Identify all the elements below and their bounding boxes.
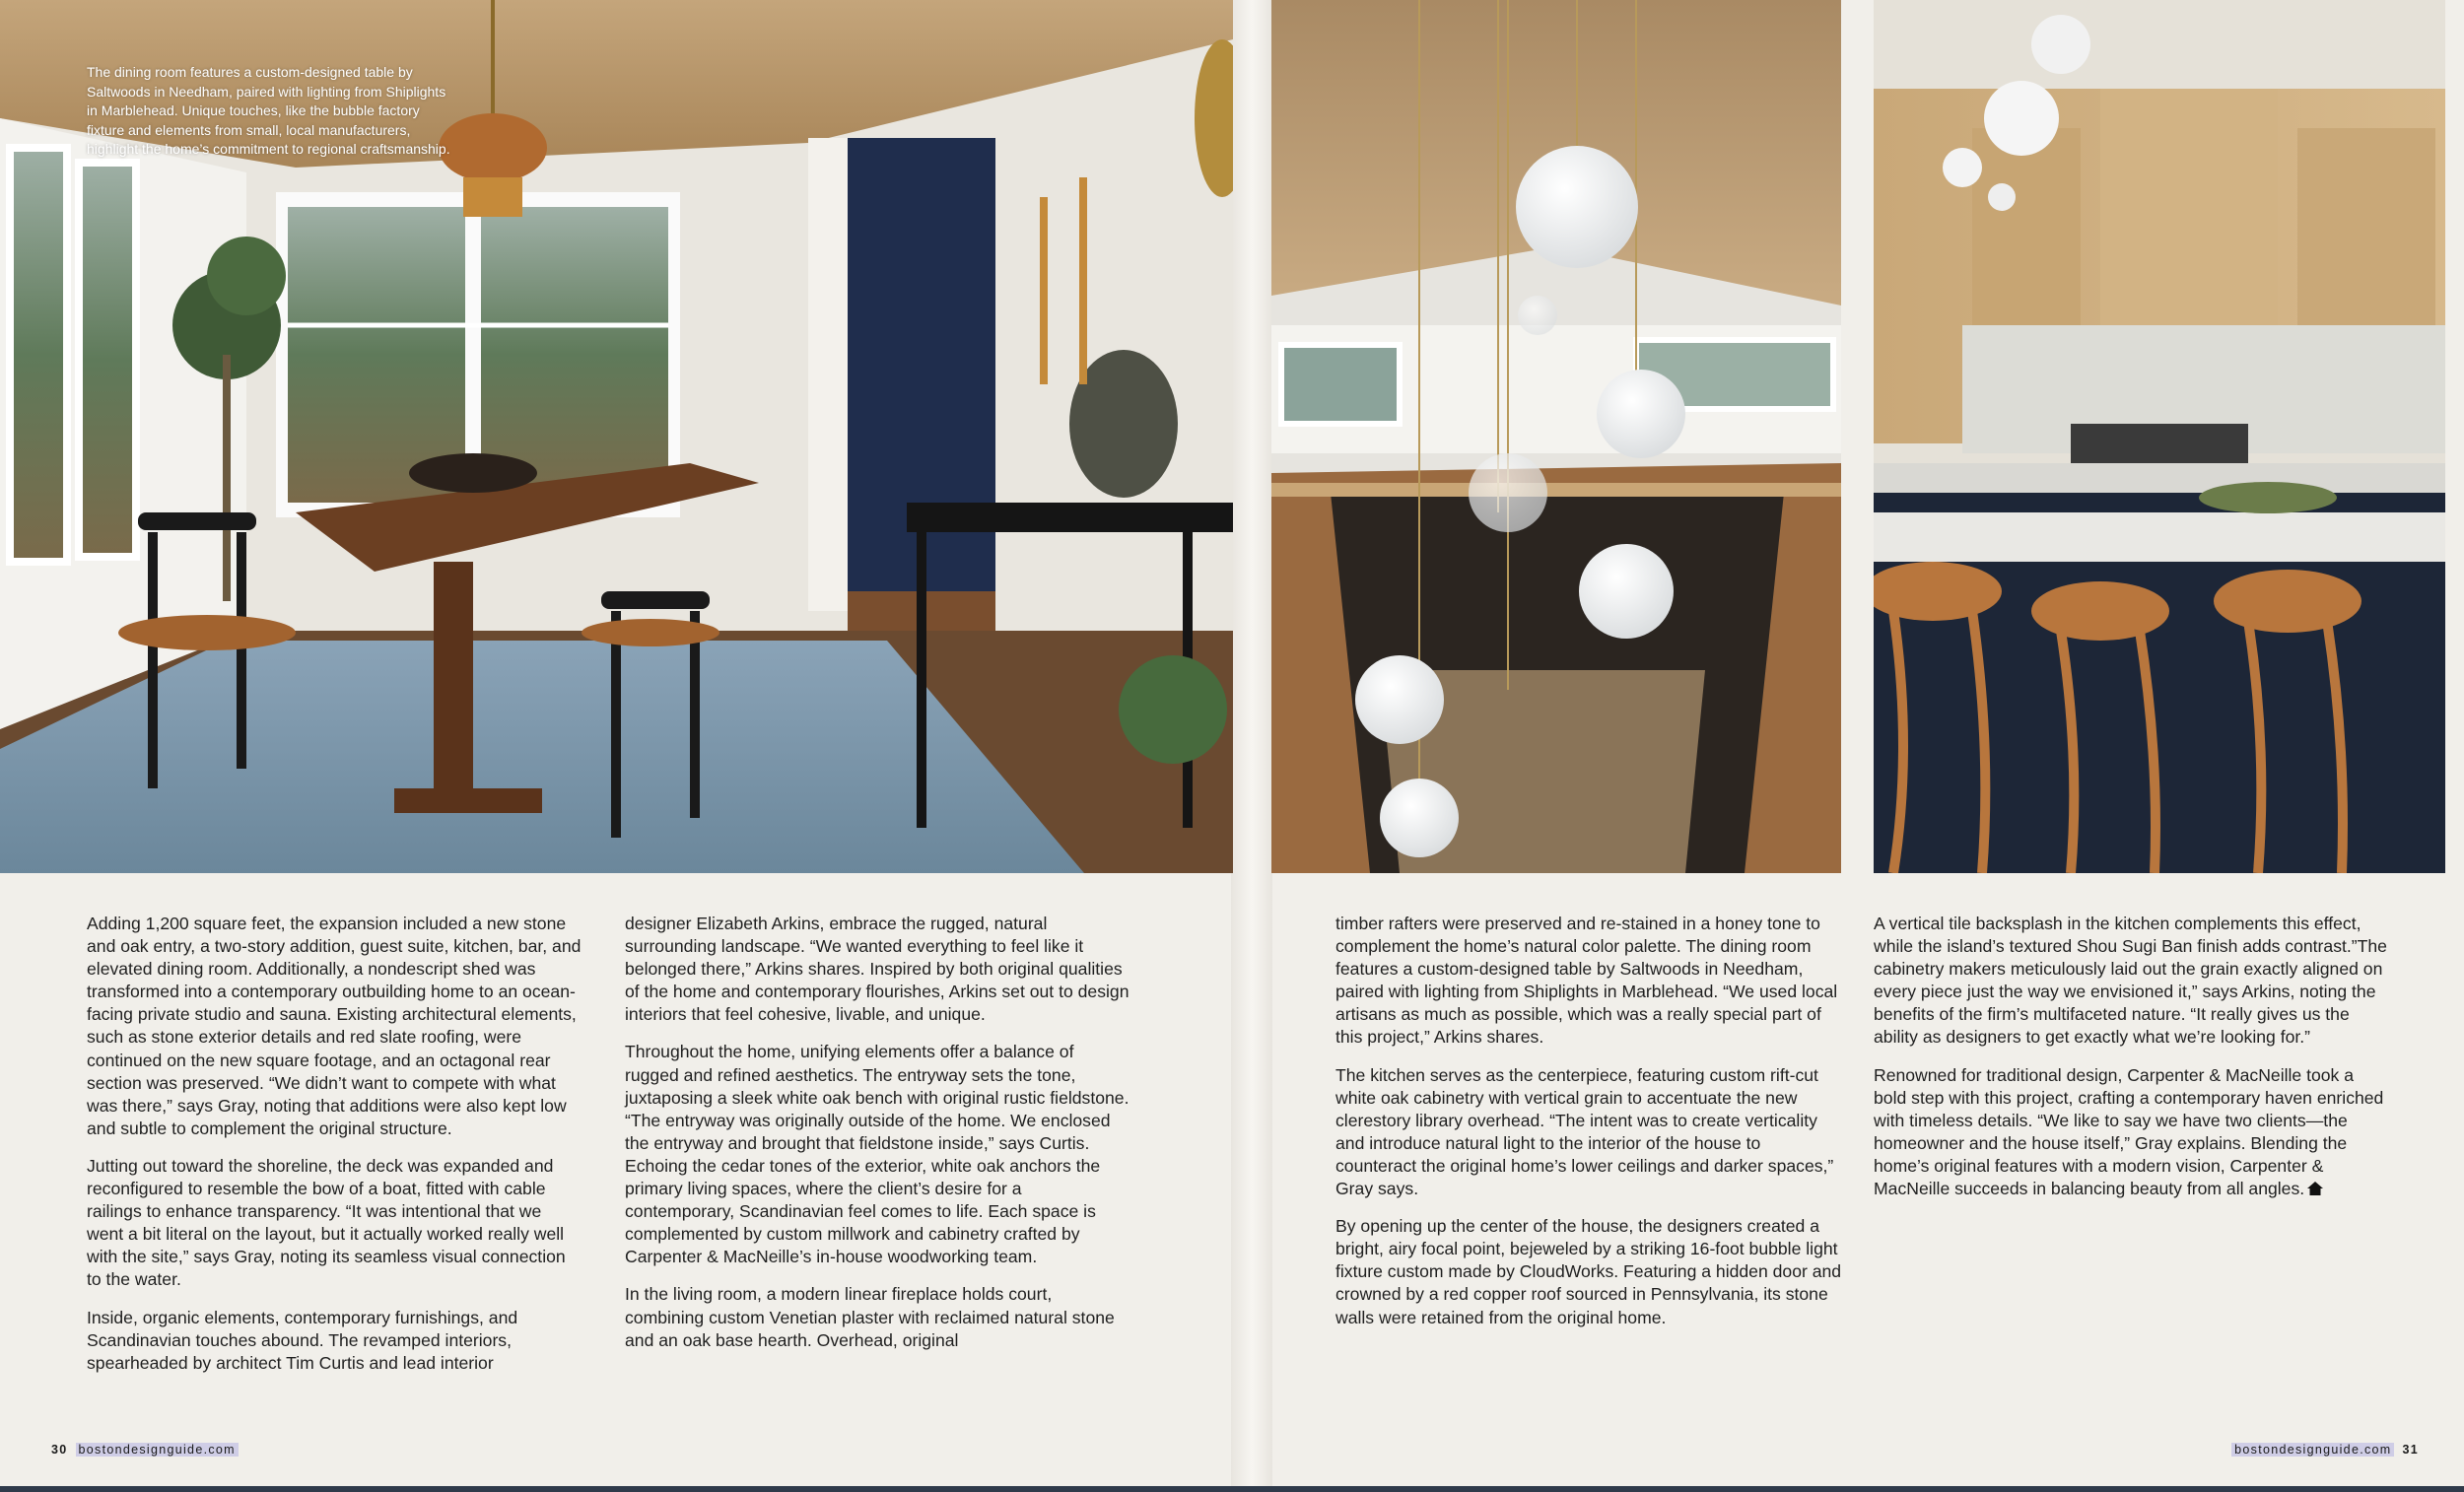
body-paragraph: Jutting out toward the shoreline, the deck was expanded and reconfigured to resemble the bow of a boat, fitted with cable railings to enhance transparency. “It was intentional that we went a bit literal on the layout, but it actually worked really well with the site,” says Gray, noting its seamless visual connection to the water. xyxy=(87,1155,566,1290)
body-paragraph: designer Elizabeth Arkins, embrace the rugged, natural surrounding landscape. “We wanted everything to feel like it belonged there,” Arkins shares. Inspired by both original qualities of the home and contemporary flourishes, Arkins set out to design interiors that feel cohesive, livable, and unique. xyxy=(625,914,1129,1025)
photo-caption: The dining room features a custom-designed table by Saltwoods in Needham, paired with lighting from Shiplights in Marblehead. Unique touches, like the bubble factory fixture and elements from small, local manufacturers, highlight the home’s commitment to regional craftsmanship. xyxy=(87,64,450,157)
stairwell-bubble-light-photo xyxy=(1271,0,1841,873)
folio-left xyxy=(51,1443,246,1457)
body-paragraph: Throughout the home, unifying elements offer a balance of rugged and refined aesthetics. The entryway sets the tone, juxtaposing a sleek white oak bench with original rustic fieldstone. “The entryway was originally outside of the home. We enclosed the entryway and brought that fieldstone inside,” says Curtis. Echoing the cedar tones of the exterior, white oak anchors the primary living spaces, where the client’s desire for a contemporary, Scandinavian feel comes to life. Each space is complemented by custom millwork and cabinetry crafted by Carpenter & MacNeille’s in-house woodworking team. xyxy=(625,1042,1129,1267)
text-column-1 xyxy=(87,913,582,1390)
body-paragraph-final xyxy=(1874,1064,2390,1201)
body-paragraph: Adding 1,200 square feet, the expansion included a new stone and oak entry, a two-story addition, guest suite, kitchen, bar, and elevated dining room. Additionally, a nondescript shed was transformed into a contemporary outbuilding home to an ocean-facing private studio and sauna. Existing architectural elements, such as stone exterior details and red slate roofing, were continued on the new square footage, and an octagonal rear section was preserved. “We didn’t want to compete with what was there,” says Gray, noting that additions were also kept low and subtle to complement the original structure. xyxy=(87,914,582,1138)
website-url-right[interactable]: bostondesignguide.com xyxy=(2231,1443,2394,1457)
body-paragraph: Inside, organic elements, contemporary furnishings, and Scandinavian touches abound. The revamped interiors, spearheaded by architect Tim Curtis and lead interior xyxy=(87,1307,518,1373)
website-url-left[interactable]: bostondesignguide.com xyxy=(76,1443,239,1457)
text-column-2 xyxy=(625,913,1129,1367)
text-column-3 xyxy=(1335,913,1844,1344)
body-paragraph: By opening up the center of the house, the designers created a bright, airy focal point, bejeweled by a striking 16-foot bubble light fixture custom made by CloudWorks. Featuring a hidden door and crowned by a red copper roof sourced in Pennsylvania, its stone walls were retained from the original home. xyxy=(1335,1216,1842,1327)
body-paragraph: timber rafters were preserved and re-stained in a honey tone to complement the home’s natural color palette. The dining room features a custom-designed table by Saltwoods in Needham, paired with lighting from Shiplights in Marblehead. “We used local artisans as much as possible, which was a really special part of this project,” Arkins shares. xyxy=(1335,914,1838,1048)
page-number-left: 30 xyxy=(51,1443,68,1457)
dining-room-photo xyxy=(0,0,1233,873)
text-column-4 xyxy=(1874,913,2390,1215)
final-paragraph-text: Renowned for traditional design, Carpenter & MacNeille took a bold step with this project, crafting a contemporary haven enriched with timeless details. “We like to say we have two clients—the homeowner and the house itself,” Gray explains. Blending the home’s original features with a modern vision, Carpenter & MacNeille succeeds in balancing beauty from all angles. xyxy=(1874,1064,2384,1199)
folio-right xyxy=(2224,1443,2419,1457)
kitchen-photo xyxy=(1874,0,2445,873)
body-paragraph: A vertical tile backsplash in the kitchen complements this effect, while the island’s textured Shou Sugi Ban finish adds contrast.”The cabinetry makers meticulously laid out the grain exactly aligned on every piece just the way we envisioned it,” says Arkins, noting the benefits of the firm’s multifaceted nature. “It really gives us the ability as designers to get exactly what we’re looking for.” xyxy=(1874,914,2387,1048)
bottom-edge-strip xyxy=(0,1486,2464,1492)
body-paragraph: The kitchen serves as the centerpiece, featuring custom rift-cut white oak cabinetry with vertical grain to accentuate the new clerestory library overhead. “The intent was to create verticality and introduce natural light to the interior of the house to counteract the original home’s lower ceilings and darker spaces,” Gray says. xyxy=(1335,1064,1834,1199)
body-paragraph: In the living room, a modern linear fireplace holds court, combining custom Venetian plaster with reclaimed natural stone and an oak base hearth. Overhead, original xyxy=(625,1284,1115,1350)
page-number-right: 31 xyxy=(2402,1443,2419,1457)
page-gutter xyxy=(1231,0,1272,1492)
house-icon xyxy=(2307,1179,2323,1192)
